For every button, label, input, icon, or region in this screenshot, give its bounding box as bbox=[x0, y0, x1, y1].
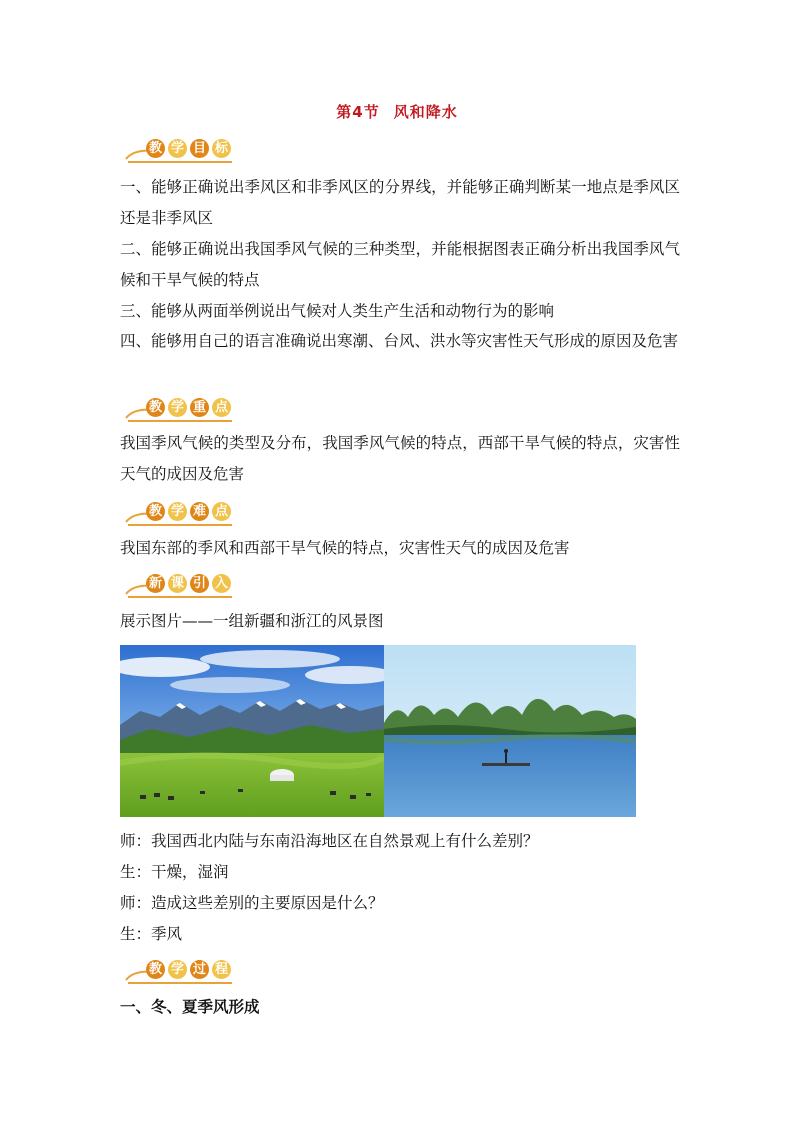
badge-char: 学 bbox=[168, 960, 187, 979]
difficulties-text: 我国东部的季风和西部干旱气候的特点，灾害性天气的成因及危害 bbox=[120, 539, 570, 557]
badge-char: 标 bbox=[212, 139, 231, 158]
badge-teaching-process bbox=[124, 958, 364, 988]
dialog-line-2: 生：干燥，湿润 bbox=[120, 863, 229, 881]
intro-caption: 展示图片——一组新疆和浙江的风景图 bbox=[120, 612, 384, 630]
badge-char: 教 bbox=[146, 398, 165, 417]
badge-char: 难 bbox=[190, 502, 209, 521]
badge-key-points bbox=[124, 396, 364, 426]
process-heading-1: 一、冬、夏季风形成 bbox=[120, 998, 260, 1016]
badge-char: 教 bbox=[146, 502, 165, 521]
dialog-line-1: 师：我国西北内陆与东南沿海地区在自然景观上有什么差别？ bbox=[120, 832, 539, 850]
badge-char: 课 bbox=[168, 574, 187, 593]
badge-char: 教 bbox=[146, 960, 165, 979]
page-title bbox=[0, 101, 794, 122]
badge-char: 目 bbox=[190, 139, 209, 158]
xinjiang-landscape-image bbox=[120, 645, 384, 817]
badge-char: 教 bbox=[146, 139, 165, 158]
badge-char: 重 bbox=[190, 398, 209, 417]
badge-char: 引 bbox=[190, 574, 209, 593]
goal-item-1: 一、能够正确说出季风区和非季风区的分界线，并能够正确判断某一地点是季风区还是非季风区 bbox=[120, 178, 680, 227]
badge-char: 过 bbox=[190, 960, 209, 979]
dialog-line-4: 生：季风 bbox=[120, 925, 183, 943]
key-points-text: 我国季风气候的类型及分布，我国季风气候的特点，西部干旱气候的特点，灾害性天气的成因及危害 bbox=[120, 434, 680, 483]
goal-item-4: 四、能够用自己的语言准确说出寒潮、台风、洪水等灾害性天气形成的原因及危害 bbox=[120, 332, 679, 350]
badge-char: 学 bbox=[168, 502, 187, 521]
badge-char: 入 bbox=[212, 574, 231, 593]
section-number: 第4节 bbox=[336, 103, 380, 121]
goal-item-3: 三、能够从两面举例说出气候对人类生产生活和动物行为的影响 bbox=[120, 302, 555, 320]
goal-item-2: 二、能够正确说出我国季风气候的三种类型，并能根据图表正确分析出我国季风气候和干旱气候的特点 bbox=[120, 240, 680, 289]
section-title: 风和降水 bbox=[393, 103, 458, 121]
badge-teaching-goals bbox=[124, 137, 364, 167]
badge-char: 新 bbox=[146, 574, 165, 593]
badge-char: 点 bbox=[212, 398, 231, 417]
badge-difficulties bbox=[124, 500, 364, 530]
badge-char: 学 bbox=[168, 398, 187, 417]
badge-char: 程 bbox=[212, 960, 231, 979]
badge-char: 点 bbox=[212, 502, 231, 521]
badge-new-lesson-intro bbox=[124, 572, 364, 602]
badge-char: 学 bbox=[168, 139, 187, 158]
zhejiang-landscape-image bbox=[384, 645, 636, 817]
dialog-line-3: 师：造成这些差别的主要原因是什么？ bbox=[120, 894, 384, 912]
